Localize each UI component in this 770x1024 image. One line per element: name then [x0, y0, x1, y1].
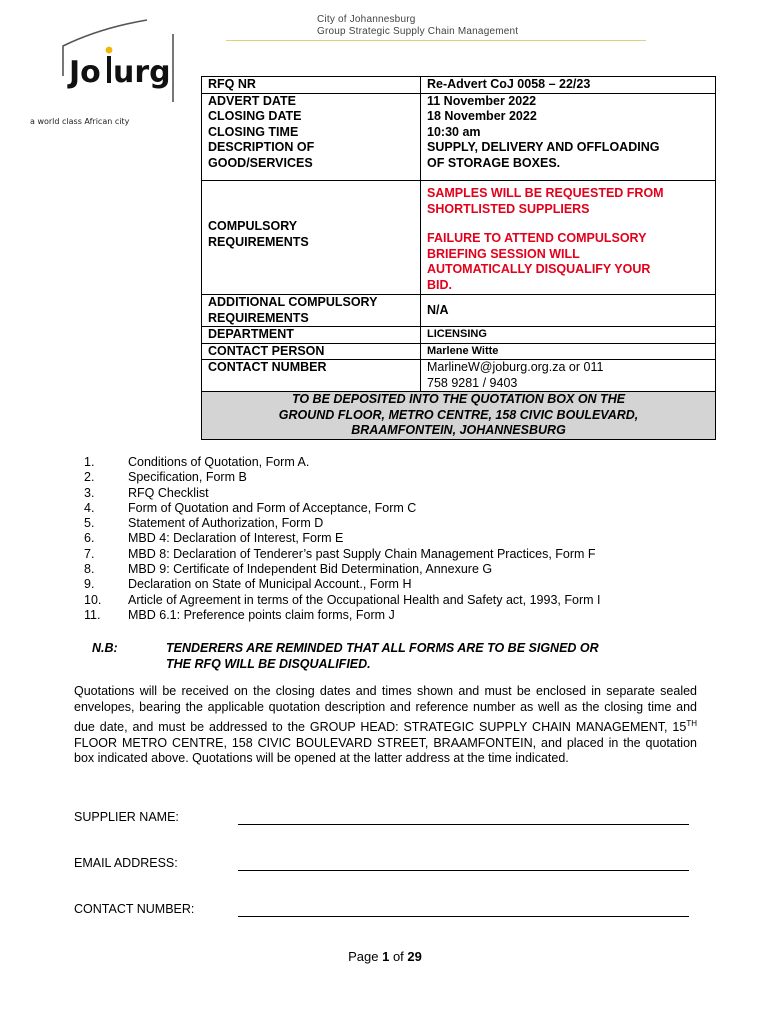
list-item-text: Article of Agreement in terms of the Occupational Health and Safety act, 1993, Form I — [128, 592, 601, 607]
table-row — [202, 109, 716, 125]
compulsory-label-line: REQUIREMENTS — [208, 234, 309, 249]
list-item-number: 8. — [84, 562, 95, 577]
additional-label-line: REQUIREMENTS — [208, 310, 309, 325]
list-item-text: MBD 4: Declaration of Interest, Form E — [128, 531, 344, 546]
logo-yellow-dot — [106, 47, 113, 54]
header-department: Group Strategic Supply Chain Management — [317, 26, 519, 37]
list-item — [60, 516, 700, 531]
list-item-text: RFQ Checklist — [128, 485, 209, 500]
logo-wordmark-end: urg — [113, 55, 171, 90]
list-item-number: 9. — [84, 577, 95, 592]
rfq-details-table — [201, 76, 716, 440]
list-item — [60, 593, 700, 608]
nb-label: N.B: — [92, 641, 118, 655]
description-value — [421, 140, 716, 181]
description-label-line: GOOD/SERVICES — [208, 155, 313, 170]
list-item — [60, 455, 700, 470]
list-item — [60, 547, 700, 562]
paragraph-text: FLOOR METRO CENTRE, 158 CIVIC BOULEVARD STREET, BRAAMFONTEIN, and placed in the quotation box indicated above. Quotations will be opened at the latter address at the time indicated. — [74, 735, 697, 766]
table-row — [202, 360, 716, 392]
list-item-text: Conditions of Quotation, Form A. — [128, 455, 310, 469]
samples-notice-line: SAMPLES WILL BE REQUESTED FROM — [427, 186, 664, 200]
logo-wordmark: Jo — [69, 55, 101, 90]
table-row — [202, 392, 716, 440]
list-item — [60, 501, 700, 516]
list-item-number: 3. — [84, 485, 95, 500]
rfq-nr-label: RFQ NR — [202, 77, 421, 94]
contact-number-value — [421, 360, 716, 392]
table-row — [202, 343, 716, 360]
list-item-number: 6. — [84, 531, 95, 546]
page-number — [0, 949, 770, 964]
page-header — [317, 14, 518, 38]
list-item-number: 11. — [84, 607, 101, 622]
list-item-text: MBD 9: Certificate of Independent Bid Determination, Annexure G — [128, 562, 493, 577]
page-current: 1 — [382, 949, 390, 964]
deposit-instructions — [202, 392, 716, 440]
table-row — [202, 125, 716, 141]
supplier-name-label: SUPPLIER NAME: — [74, 810, 179, 824]
description-value-line: OF STORAGE BOXES. — [427, 155, 561, 170]
page-total: 29 — [407, 949, 422, 964]
briefing-warning-line: FAILURE TO ATTEND COMPULSORY — [427, 231, 647, 245]
list-item — [60, 608, 700, 623]
email-address-label: EMAIL ADDRESS: — [74, 856, 178, 870]
department-value: LICENSING — [421, 327, 716, 344]
list-item-number: 5. — [84, 516, 95, 531]
advert-date-label: ADVERT DATE — [202, 93, 421, 109]
briefing-warning-line: BID. — [427, 277, 452, 292]
list-item-text: MBD 8: Declaration of Tenderer’s past Supply Chain Management Practices, Form F — [128, 546, 596, 561]
page-prefix: Page — [348, 949, 383, 964]
nb-text-line: THE RFQ WILL BE DISQUALIFIED. — [166, 657, 371, 671]
compulsory-label-line: COMPULSORY — [208, 219, 298, 233]
page-of: of — [389, 949, 408, 964]
list-item — [60, 531, 700, 546]
nb-text-line: TENDERERS ARE REMINDED THAT ALL FORMS ARE TO BE SIGNED OR — [166, 641, 599, 655]
list-item-number: 7. — [84, 546, 95, 561]
description-value-line: SUPPLY, DELIVERY AND OFFLOADING — [427, 140, 660, 154]
joburg-logo — [55, 16, 180, 128]
briefing-warning-line: AUTOMATICALLY DISQUALIFY YOUR — [427, 262, 651, 276]
deposit-line: TO BE DEPOSITED INTO THE QUOTATION BOX ON THE — [291, 392, 626, 406]
logo-tagline: a world class African city — [30, 117, 130, 126]
additional-label-line: ADDITIONAL COMPULSORY — [208, 295, 378, 309]
department-label: DEPARTMENT — [202, 327, 421, 344]
list-item — [60, 486, 700, 501]
table-row — [202, 140, 716, 181]
list-item-text: Form of Quotation and Form of Acceptance, Form C — [128, 500, 417, 515]
table-row — [202, 181, 716, 295]
description-label-line: DESCRIPTION OF — [208, 140, 315, 154]
contact-email-line: MarlineW@joburg.org.za or 011 — [427, 360, 604, 374]
list-item-text: Declaration on State of Municipal Account., Form H — [128, 577, 412, 592]
list-item-number: 2. — [84, 470, 95, 485]
briefing-warning-line: BRIEFING SESSION WILL — [427, 246, 580, 261]
supplier-name-field[interactable] — [238, 824, 689, 825]
table-row — [202, 77, 716, 94]
compulsory-requirements-value — [421, 181, 716, 295]
table-row — [202, 327, 716, 344]
contact-number-field[interactable] — [238, 916, 689, 917]
compulsory-requirements-label — [202, 181, 421, 295]
list-item — [60, 470, 700, 485]
samples-notice-line: SHORTLISTED SUPPLIERS — [427, 201, 590, 216]
header-org-name: City of Johannesburg — [317, 14, 416, 25]
nb-text — [166, 640, 686, 672]
list-item-number: 10. — [84, 592, 102, 607]
closing-time-value: 10:30 am — [421, 125, 716, 141]
list-item-text: Specification, Form B — [128, 470, 247, 485]
closing-time-label: CLOSING TIME — [202, 125, 421, 141]
table-row — [202, 295, 716, 327]
additional-requirements-value: N/A — [421, 295, 716, 327]
list-item-text: Statement of Authorization, Form D — [128, 516, 324, 531]
list-item — [60, 577, 700, 592]
contact-person-value: Marlene Witte — [421, 343, 716, 360]
table-row — [202, 93, 716, 109]
contact-number-label: CONTACT NUMBER: — [74, 902, 195, 916]
rfq-nr-value: Re-Advert CoJ 0058 – 22/23 — [421, 77, 716, 94]
deposit-line: GROUND FLOOR, METRO CENTRE, 158 CIVIC BOULEVARD, — [278, 407, 639, 422]
paragraph-superscript: TH — [686, 718, 697, 728]
contact-phone-line: 758 9281 / 9403 — [427, 375, 518, 390]
forms-list — [60, 455, 700, 623]
closing-date-value: 18 November 2022 — [421, 109, 716, 125]
list-item-text: MBD 6.1: Preference points claim forms, Form J — [128, 607, 395, 622]
additional-requirements-label — [202, 295, 421, 327]
closing-date-label: CLOSING DATE — [202, 109, 421, 125]
advert-date-value: 11 November 2022 — [421, 93, 716, 109]
email-address-field[interactable] — [238, 870, 689, 871]
contact-number-label: CONTACT NUMBER — [202, 360, 421, 392]
list-item-number: 4. — [84, 500, 95, 515]
paragraph-text: Quotations will be received on the closing dates and times shown and must be enclosed in separate sealed envelopes, bearing the applicable quotation description and reference number as well as the closing time and due date, and must be addressed to the GROUP HEAD: STRATEGIC SUPPLY CHAIN MANAGEMENT, 15 — [74, 684, 697, 734]
list-item — [60, 562, 700, 577]
header-divider — [226, 40, 646, 41]
logo-burg-stem — [107, 56, 111, 83]
contact-person-label: CONTACT PERSON — [202, 343, 421, 360]
list-item-number: 1. — [84, 455, 95, 469]
quotation-instructions-paragraph — [74, 684, 697, 767]
deposit-line: BRAAMFONTEIN, JOHANNESBURG — [351, 423, 566, 437]
description-label — [202, 140, 421, 181]
